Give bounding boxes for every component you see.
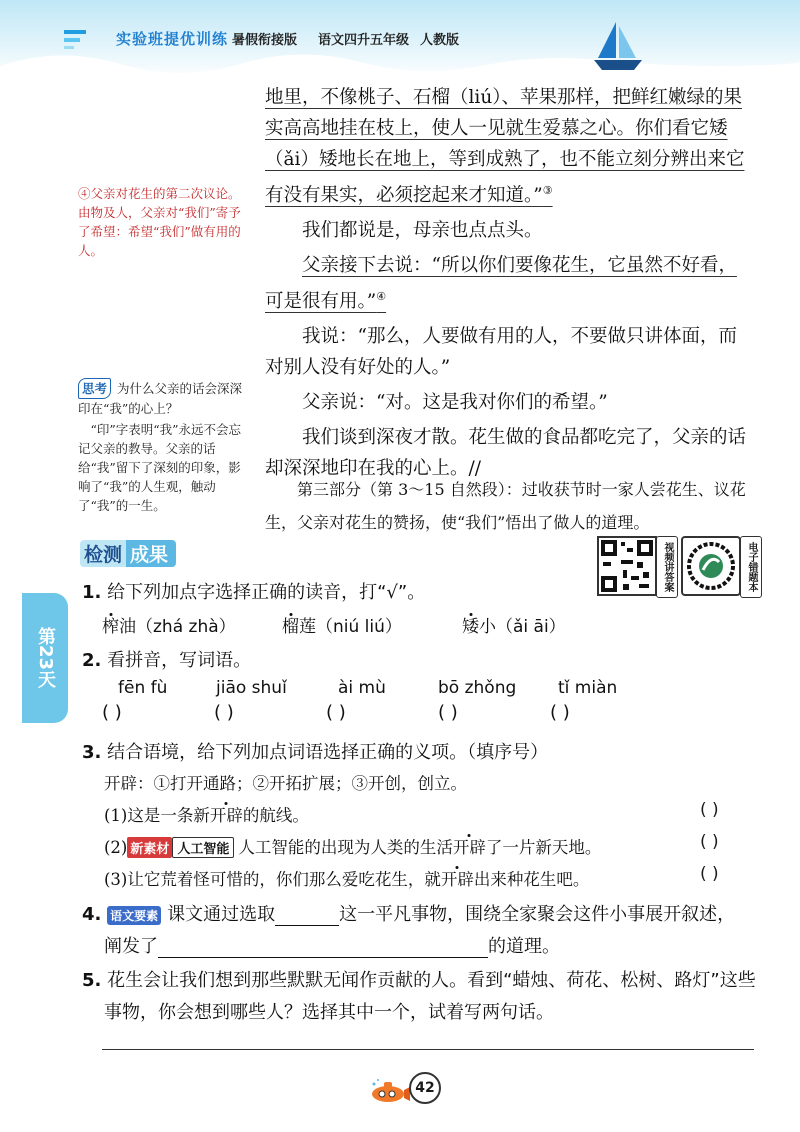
q2-answer-4[interactable]: ( ) — [438, 702, 458, 723]
q3-item-2-dot: 开辟 — [452, 838, 486, 857]
note-mark-3: ③ — [542, 184, 553, 197]
q3-item-2-text: 人工智能的出现为人类的生活 — [238, 838, 453, 857]
q4-number: 4. — [82, 904, 102, 925]
think-question: 为什么父亲的话会深深印在“我”的心上？ — [78, 381, 243, 416]
header-brand: 实验班提优训练 — [116, 30, 229, 48]
passage — [265, 82, 755, 484]
yuwen-badge: 语文要素 — [107, 906, 161, 925]
q1-item-1 — [102, 612, 236, 637]
question-4-line2 — [104, 932, 560, 958]
passage-p3 — [265, 250, 755, 317]
q4-text-d: 的道理。 — [488, 936, 560, 957]
passage-p5: 父亲说：“对。这是我对你们的希望。” — [302, 392, 608, 414]
section-summary: 第三部分（第 3～15 自然段）：过收获节时一家人尝花生、议花生，父亲对花生的赞扬，使“我们”悟出了做人的道理。 — [265, 480, 746, 532]
margin-think — [78, 378, 250, 515]
q3-answer-3[interactable]: ( ) — [700, 864, 719, 884]
q1-item-2 — [282, 612, 402, 637]
q1-item-1-text: 油（zhá zhà） — [119, 617, 236, 637]
q3-item-2-lead: (2) — [104, 838, 128, 857]
q4-blank-1[interactable] — [275, 904, 339, 926]
q2-pinyin-2: jiāo shuǐ — [216, 678, 287, 698]
q2-text: 看拼音，写词语。 — [107, 650, 252, 671]
q1-text: 给下列加点字选择正确的读音，打“√”。 — [107, 582, 426, 603]
q3-item-2-tail: 了一片新天地。 — [485, 838, 602, 857]
section-title-a: 检测 — [80, 540, 126, 567]
qr-code-errorbook-icon[interactable] — [681, 536, 741, 596]
passage-p6: 我们谈到深夜才散。花生做的食品都吃完了，父亲的话却深深地印在我的心上。// — [265, 427, 747, 480]
q4-text-c: 阐发了 — [104, 936, 158, 957]
question-4 — [82, 900, 735, 926]
q4-text-b: 这一平凡事物，围绕全家聚会这件小事展开叙述， — [339, 904, 736, 925]
passage-p1 — [265, 82, 755, 211]
day-tab: 第23天 — [22, 593, 68, 723]
q3-item-3 — [104, 866, 589, 890]
q3-answer-2[interactable]: ( ) — [700, 832, 719, 852]
page-number: 42 — [409, 1072, 441, 1104]
qr-code-video-icon[interactable] — [597, 536, 657, 596]
q1-item-2-text: 莲（niú liú） — [299, 617, 402, 637]
q4-blank-2[interactable] — [158, 936, 488, 958]
q3-item-3-lead: (3)让它荒着怪可惜的，你们那么爱吃花生，就 — [104, 870, 441, 889]
q2-pinyin-5: tǐ miàn — [558, 678, 618, 698]
note-mark-4: ④ — [376, 290, 387, 304]
q3-item-1-tail: 的航线。 — [242, 806, 309, 825]
section-title — [80, 540, 176, 566]
passage-p1-text: 地里，不像桃子、石榴（liú）、苹果那样，把鲜红嫩绿的果实高高地挂在枝上，使人一见就生爱慕之心。你们看它矮（ǎi）矮地长在地上，等到成熟了，也不能立刻分辨出来它有没有果实，必须挖起来才知道。” — [265, 87, 745, 207]
passage-p2: 我们都说是，母亲也点点头。 — [302, 220, 543, 242]
q2-number: 2. — [82, 650, 102, 671]
q2-pinyin-1: fēn fù — [118, 678, 168, 698]
passage-p3-text: 父亲接下去说：“所以你们要像花生，它虽然不好看，可是很有用。” — [265, 255, 737, 313]
submarine-icon — [368, 1078, 412, 1104]
q1-number: 1. — [82, 582, 102, 603]
q2-answer-5[interactable]: ( ) — [550, 702, 570, 723]
think-answer: “印”字表明“我”永远不会忘记父亲的教导。父亲的话给“我”留下了深刻的印象，影响了“我”的人生观，触动了“我”的一生。 — [78, 422, 242, 513]
q1-item-2-dot: 榴 — [282, 617, 299, 637]
header-edition: 暑假衔接版 — [232, 33, 298, 48]
question-5 — [82, 966, 756, 992]
q3-item-2 — [104, 834, 601, 858]
qr-video-label: 视频讲答案 — [656, 536, 678, 598]
q2-answer-2[interactable]: ( ) — [214, 702, 234, 723]
q3-item-1-lead: (1)这是一条新 — [104, 806, 210, 825]
q3-item-3-dot: 开辟 — [440, 870, 474, 889]
think-label: 思考 — [78, 378, 111, 399]
q1-item-3-dot: 矮 — [462, 617, 479, 637]
q5-text-b: 事物，你会想到哪些人？选择其中一个，试着写两句话。 — [104, 1002, 554, 1023]
qr-errorbook-label: 电子错题本 — [740, 536, 762, 598]
q2-pinyin-3: ài mù — [338, 678, 386, 698]
q1-item-3 — [462, 612, 566, 637]
q3-answer-1[interactable]: ( ) — [700, 800, 719, 820]
q2-pinyin-4: bō zhǒng — [438, 678, 517, 698]
q1-item-3-text: 小（ǎi āi） — [479, 617, 566, 637]
header-publisher: 人教版 — [420, 33, 460, 48]
sailboat-icon — [588, 18, 648, 76]
passage-p4: 我说：“那么，人要做有用的人，不要做只讲体面，而对别人没有好处的人。” — [265, 326, 737, 379]
q1-item-1-dot: 榨 — [102, 617, 119, 637]
q5-text-a: 花生会让我们想到那些默默无闻作贡献的人。看到“蜡烛、荷花、松树、路灯”这些 — [107, 970, 756, 991]
question-2 — [82, 646, 251, 672]
q2-answer-3[interactable]: ( ) — [326, 702, 346, 723]
q4-text-a: 课文通过选取 — [167, 904, 276, 925]
ai-topic-badge: 人工智能 — [172, 837, 234, 858]
q5-answer-line[interactable] — [102, 1049, 754, 1050]
question-3 — [82, 738, 548, 764]
question-1 — [82, 578, 425, 604]
q3-item-1 — [104, 802, 309, 826]
new-material-badge: 新素材 — [127, 837, 172, 858]
brand-mark-icon — [64, 26, 110, 50]
q3-definition: 开辟：①打开通路；②开拓扩展；③开创，创立。 — [104, 774, 467, 793]
wave-decoration — [0, 46, 800, 86]
q2-answer-1[interactable]: ( ) — [102, 702, 122, 723]
margin-note-4: ④父亲对花生的第二次议论。由物及人，父亲对“我们”寄予了希望：希望“我们”做有用的人。 — [78, 186, 241, 258]
section-title-b: 成果 — [126, 540, 176, 567]
header-grade: 语文四升五年级 — [318, 33, 410, 48]
q3-item-3-tail: 出来种花生吧。 — [473, 870, 590, 889]
q3-text: 结合语境，给下列加点词语选择正确的义项。（填序号） — [107, 742, 549, 763]
q3-item-1-dot: 开辟 — [209, 806, 243, 825]
q3-number: 3. — [82, 742, 102, 763]
q5-number: 5. — [82, 970, 102, 991]
